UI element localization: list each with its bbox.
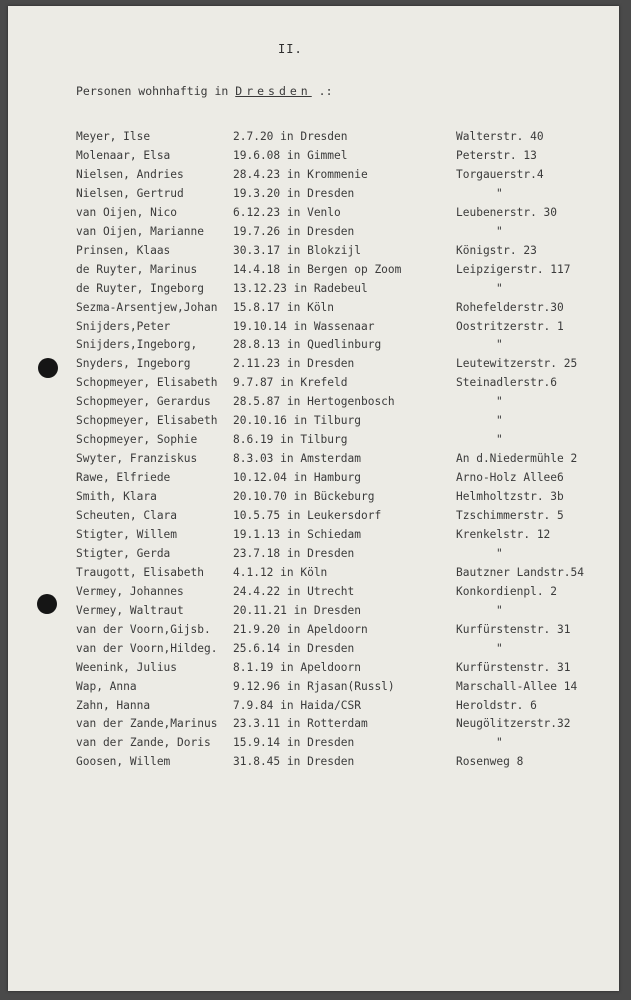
birth-info: 4.1.12 in Köln (233, 565, 328, 579)
resident-name: Zahn, Hanna (76, 698, 151, 712)
address: Königstr. 23 (456, 243, 537, 257)
list-item (8, 244, 619, 262)
resident-name: Stigter, Willem (76, 527, 178, 541)
address: " (496, 433, 503, 447)
list-item (8, 187, 619, 205)
birth-info: 25.6.14 in Dresden (233, 641, 355, 655)
address: " (496, 603, 503, 617)
document-page (8, 6, 619, 991)
resident-name: Snijders,Ingeborg, (76, 338, 198, 352)
address: " (496, 414, 503, 428)
list-item (8, 547, 619, 565)
list-item (8, 320, 619, 338)
birth-info: 6.12.23 in Venlo (233, 205, 341, 219)
list-item (8, 301, 619, 319)
heading-city: Dresden (235, 84, 312, 98)
address: " (496, 641, 503, 655)
list-item (8, 376, 619, 394)
address: An d.Niedermühle 2 (456, 452, 578, 466)
resident-name: van Oijen, Marianne (76, 224, 204, 238)
birth-info: 31.8.45 in Dresden (233, 755, 355, 769)
birth-info: 10.5.75 in Leukersdorf (233, 509, 382, 522)
birth-info: 7.9.84 in Haida/CSR (233, 698, 361, 712)
resident-name: Sezma-Arsentjew,Johan (76, 300, 218, 314)
punch-hole (38, 358, 58, 378)
resident-name: Scheuten, Clara (76, 509, 178, 522)
address: " (496, 186, 503, 200)
address: Walterstr. 40 (456, 130, 544, 143)
birth-info: 30.3.17 in Blokzijl (233, 243, 361, 257)
resident-name: Weenink, Julius (76, 660, 178, 674)
resident-name: Snyders, Ingeborg (76, 357, 191, 371)
resident-name: Prinsen, Klaas (76, 243, 171, 257)
list-item (8, 736, 619, 754)
resident-name: Schopmeyer, Sophie (76, 433, 198, 447)
resident-name: Meyer, Ilse (76, 130, 151, 143)
list-item (8, 357, 619, 375)
list-item (8, 566, 619, 584)
resident-name: van der Zande, Doris (76, 736, 211, 750)
birth-info: 24.4.22 in Utrecht (233, 584, 355, 598)
resident-name: Swyter, Franziskus (76, 452, 198, 466)
address: " (496, 224, 503, 238)
birth-info: 21.9.20 in Apeldoorn (233, 622, 368, 636)
resident-name: Wap, Anna (76, 679, 137, 693)
birth-info: 19.7.26 in Dresden (233, 224, 355, 238)
address: Marschall-Allee 14 (456, 679, 578, 693)
birth-info: 20.11.21 in Dresden (233, 603, 361, 617)
resident-name: van der Zande,Marinus (76, 717, 218, 731)
birth-info: 2.11.23 in Dresden (233, 357, 355, 371)
list-item (8, 755, 619, 773)
birth-info: 19.1.13 in Schiedam (233, 527, 361, 541)
address: Krenkelstr. 12 (456, 527, 551, 541)
list-item (8, 471, 619, 489)
birth-info: 23.3.11 in Rotterdam (233, 717, 368, 731)
list-item (8, 699, 619, 717)
address: Torgauerstr.4 (456, 167, 544, 181)
resident-name: Molenaar, Elsa (76, 148, 171, 162)
heading-prefix: Personen wohnhaftig in (76, 84, 229, 98)
punch-hole (37, 594, 57, 614)
resident-name: Schopmeyer, Elisabeth (76, 376, 218, 390)
birth-info: 23.7.18 in Dresden (233, 546, 355, 560)
resident-name: Goosen, Willem (76, 755, 171, 769)
birth-info: 20.10.70 in Bückeburg (233, 490, 375, 504)
address: Heroldstr. 6 (456, 698, 537, 712)
list-item (8, 206, 619, 224)
address: " (496, 281, 503, 295)
birth-info: 19.6.08 in Gimmel (233, 148, 348, 162)
address: Helmholtzstr. 3b (456, 490, 564, 504)
birth-info: 14.4.18 in Bergen op Zoom (233, 262, 402, 276)
resident-name: Schopmeyer, Elisabeth (76, 414, 218, 428)
address: Peterstr. 13 (456, 148, 537, 162)
resident-name: Nielsen, Andries (76, 167, 184, 181)
address: Rosenweg 8 (456, 755, 524, 769)
resident-name: Traugott, Elisabeth (76, 565, 204, 579)
birth-info: 28.8.13 in Quedlinburg (233, 338, 382, 352)
address: Leubenerstr. 30 (456, 205, 558, 219)
list-item (8, 130, 619, 148)
address: " (496, 546, 503, 560)
birth-info: 8.1.19 in Apeldoorn (233, 660, 361, 674)
resident-name: van der Voorn,Hildeg. (76, 641, 218, 655)
list-item (8, 225, 619, 243)
list-item (8, 490, 619, 508)
birth-info: 9.12.96 in Rjasan(Russl) (233, 679, 395, 693)
resident-name: de Ruyter, Ingeborg (76, 281, 204, 295)
resident-name: de Ruyter, Marinus (76, 262, 198, 276)
resident-name: Stigter, Gerda (76, 546, 171, 560)
resident-name: van Oijen, Nico (76, 205, 178, 219)
birth-info: 20.10.16 in Tilburg (233, 414, 361, 428)
list-item (8, 509, 619, 527)
page-heading (76, 84, 333, 98)
list-item (8, 338, 619, 356)
address: Arno-Holz Allee6 (456, 471, 564, 485)
birth-info: 15.8.17 in Köln (233, 300, 335, 314)
list-item (8, 642, 619, 660)
list-item (8, 395, 619, 413)
birth-info: 2.7.20 in Dresden (233, 130, 348, 143)
birth-info: 10.12.04 in Hamburg (233, 471, 361, 485)
birth-info: 28.4.23 in Krommenie (233, 167, 368, 181)
address: Kurfürstenstr. 31 (456, 660, 571, 674)
resident-name: Schopmeyer, Gerardus (76, 395, 211, 409)
address: Oostritzerstr. 1 (456, 319, 564, 333)
list-item (8, 661, 619, 679)
birth-info: 28.5.87 in Hertogenbosch (233, 395, 395, 409)
list-item (8, 623, 619, 641)
resident-name: Vermey, Johannes (76, 584, 184, 598)
address: " (496, 338, 503, 352)
resident-name: Snijders,Peter (76, 319, 171, 333)
birth-info: 8.6.19 in Tilburg (233, 433, 348, 447)
birth-info: 19.10.14 in Wassenaar (233, 319, 375, 333)
heading-suffix: .: (318, 84, 333, 98)
list-item (8, 452, 619, 470)
address: Kurfürstenstr. 31 (456, 622, 571, 636)
address: Tzschimmerstr. 5 (456, 509, 564, 522)
list-item (8, 282, 619, 300)
address: Neugölitzerstr.32 (456, 717, 571, 731)
list-item (8, 433, 619, 451)
birth-info: 9.7.87 in Krefeld (233, 376, 348, 390)
resident-name: van der Voorn,Gijsb. (76, 622, 211, 636)
resident-name: Rawe, Elfriede (76, 471, 171, 485)
address: Bautzner Landstr.54 (456, 565, 584, 579)
list-item (8, 585, 619, 603)
address: Steinadlerstr.6 (456, 376, 558, 390)
resident-name: Smith, Klara (76, 490, 157, 504)
list-item (8, 604, 619, 622)
list-item (8, 528, 619, 546)
address: Konkordienpl. 2 (456, 584, 558, 598)
birth-info: 19.3.20 in Dresden (233, 186, 355, 200)
list-item (8, 149, 619, 167)
list-item (8, 717, 619, 735)
resident-name: Vermey, Waltraut (76, 603, 184, 617)
resident-name: Nielsen, Gertrud (76, 186, 184, 200)
birth-info: 15.9.14 in Dresden (233, 736, 355, 750)
address: " (496, 395, 503, 409)
list-item (8, 263, 619, 281)
address: Rohefelderstr.30 (456, 300, 564, 314)
page-number: II. (278, 42, 303, 56)
list-item (8, 680, 619, 698)
birth-info: 8.3.03 in Amsterdam (233, 452, 361, 466)
list-item (8, 168, 619, 186)
birth-info: 13.12.23 in Radebeul (233, 281, 368, 295)
address: Leutewitzerstr. 25 (456, 357, 578, 371)
address: " (496, 736, 503, 750)
address: Leipzigerstr. 117 (456, 262, 571, 276)
list-item (8, 414, 619, 432)
